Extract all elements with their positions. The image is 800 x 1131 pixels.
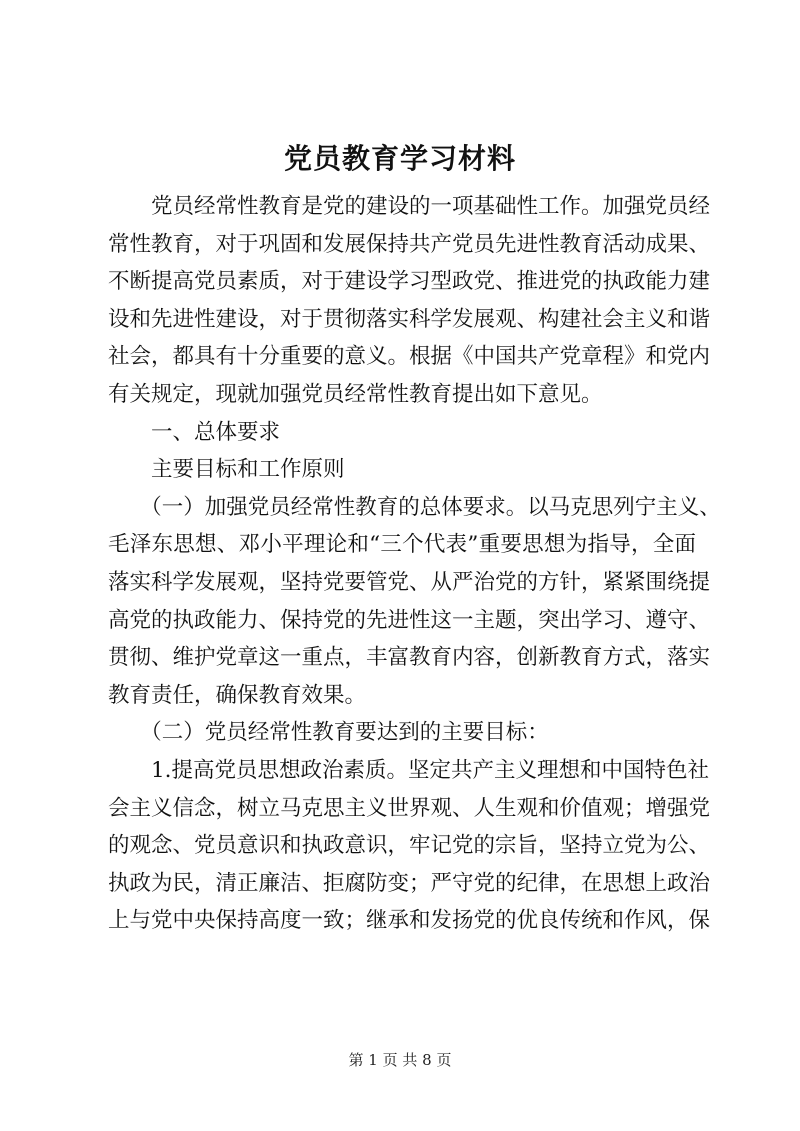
body-line: 执政为民，清正廉洁、拒腐防变；严守党的纪律，在思想上政治 [108,870,711,896]
body-line: 上与党中央保持高度一致；继承和发扬党的优良传统和作风，保 [108,908,711,934]
body-line: （二）党员经常性教育要达到的主要目标： [108,720,549,746]
body-line: 贯彻、维护党章这一重点，丰富教育内容，创新教育方式，落实 [108,645,711,671]
document-body [108,188,721,940]
section-heading: 一、总体要求 [108,419,281,445]
body-line: 1.提高党员思想政治素质。坚定共产主义理想和中国特色社 [108,757,710,783]
body-line: 党员经常性教育是党的建设的一项基础性工作。加强党员经 [108,194,711,219]
page-number-footer: 第 1 页 共 8 页 [348,1051,452,1069]
body-line: 会主义信念，树立马克思主义世界观、人生观和价值观；增强党 [108,795,711,821]
body-line: 毛泽东思想、邓小平理论和“三个代表”重要思想为指导，全面 [108,532,696,558]
body-line: 常性教育，对于巩固和发展保持共产党员先进性教育活动成果、 [108,231,711,257]
body-line: 有关规定，现就加强党员经常性教育提出如下意见。 [108,381,603,407]
body-line: 高党的执政能力、保持党的先进性这一主题，突出学习、遵守、 [108,607,711,633]
body-line: （一）加强党员经常性教育的总体要求。以马克思列宁主义、 [108,494,721,520]
subsection-heading: 主要目标和工作原则 [108,457,345,483]
body-line: 社会，都具有十分重要的意义。根据《中国共产党章程》和党内 [108,344,711,370]
document-title: 党员教育学习材料 [283,142,516,175]
body-line: 设和先进性建设，对于贯彻落实科学发展观、构建社会主义和谐 [108,306,711,332]
body-line: 教育责任，确保教育效果。 [108,682,367,708]
body-line: 的观念、党员意识和执政意识，牢记党的宗旨，坚持立党为公、 [108,833,711,859]
body-line: 不断提高党员素质，对于建设学习型政党、推进党的执政能力建 [108,269,711,295]
body-line: 落实科学发展观，坚持党要管党、从严治党的方针，紧紧围绕提 [108,569,711,595]
